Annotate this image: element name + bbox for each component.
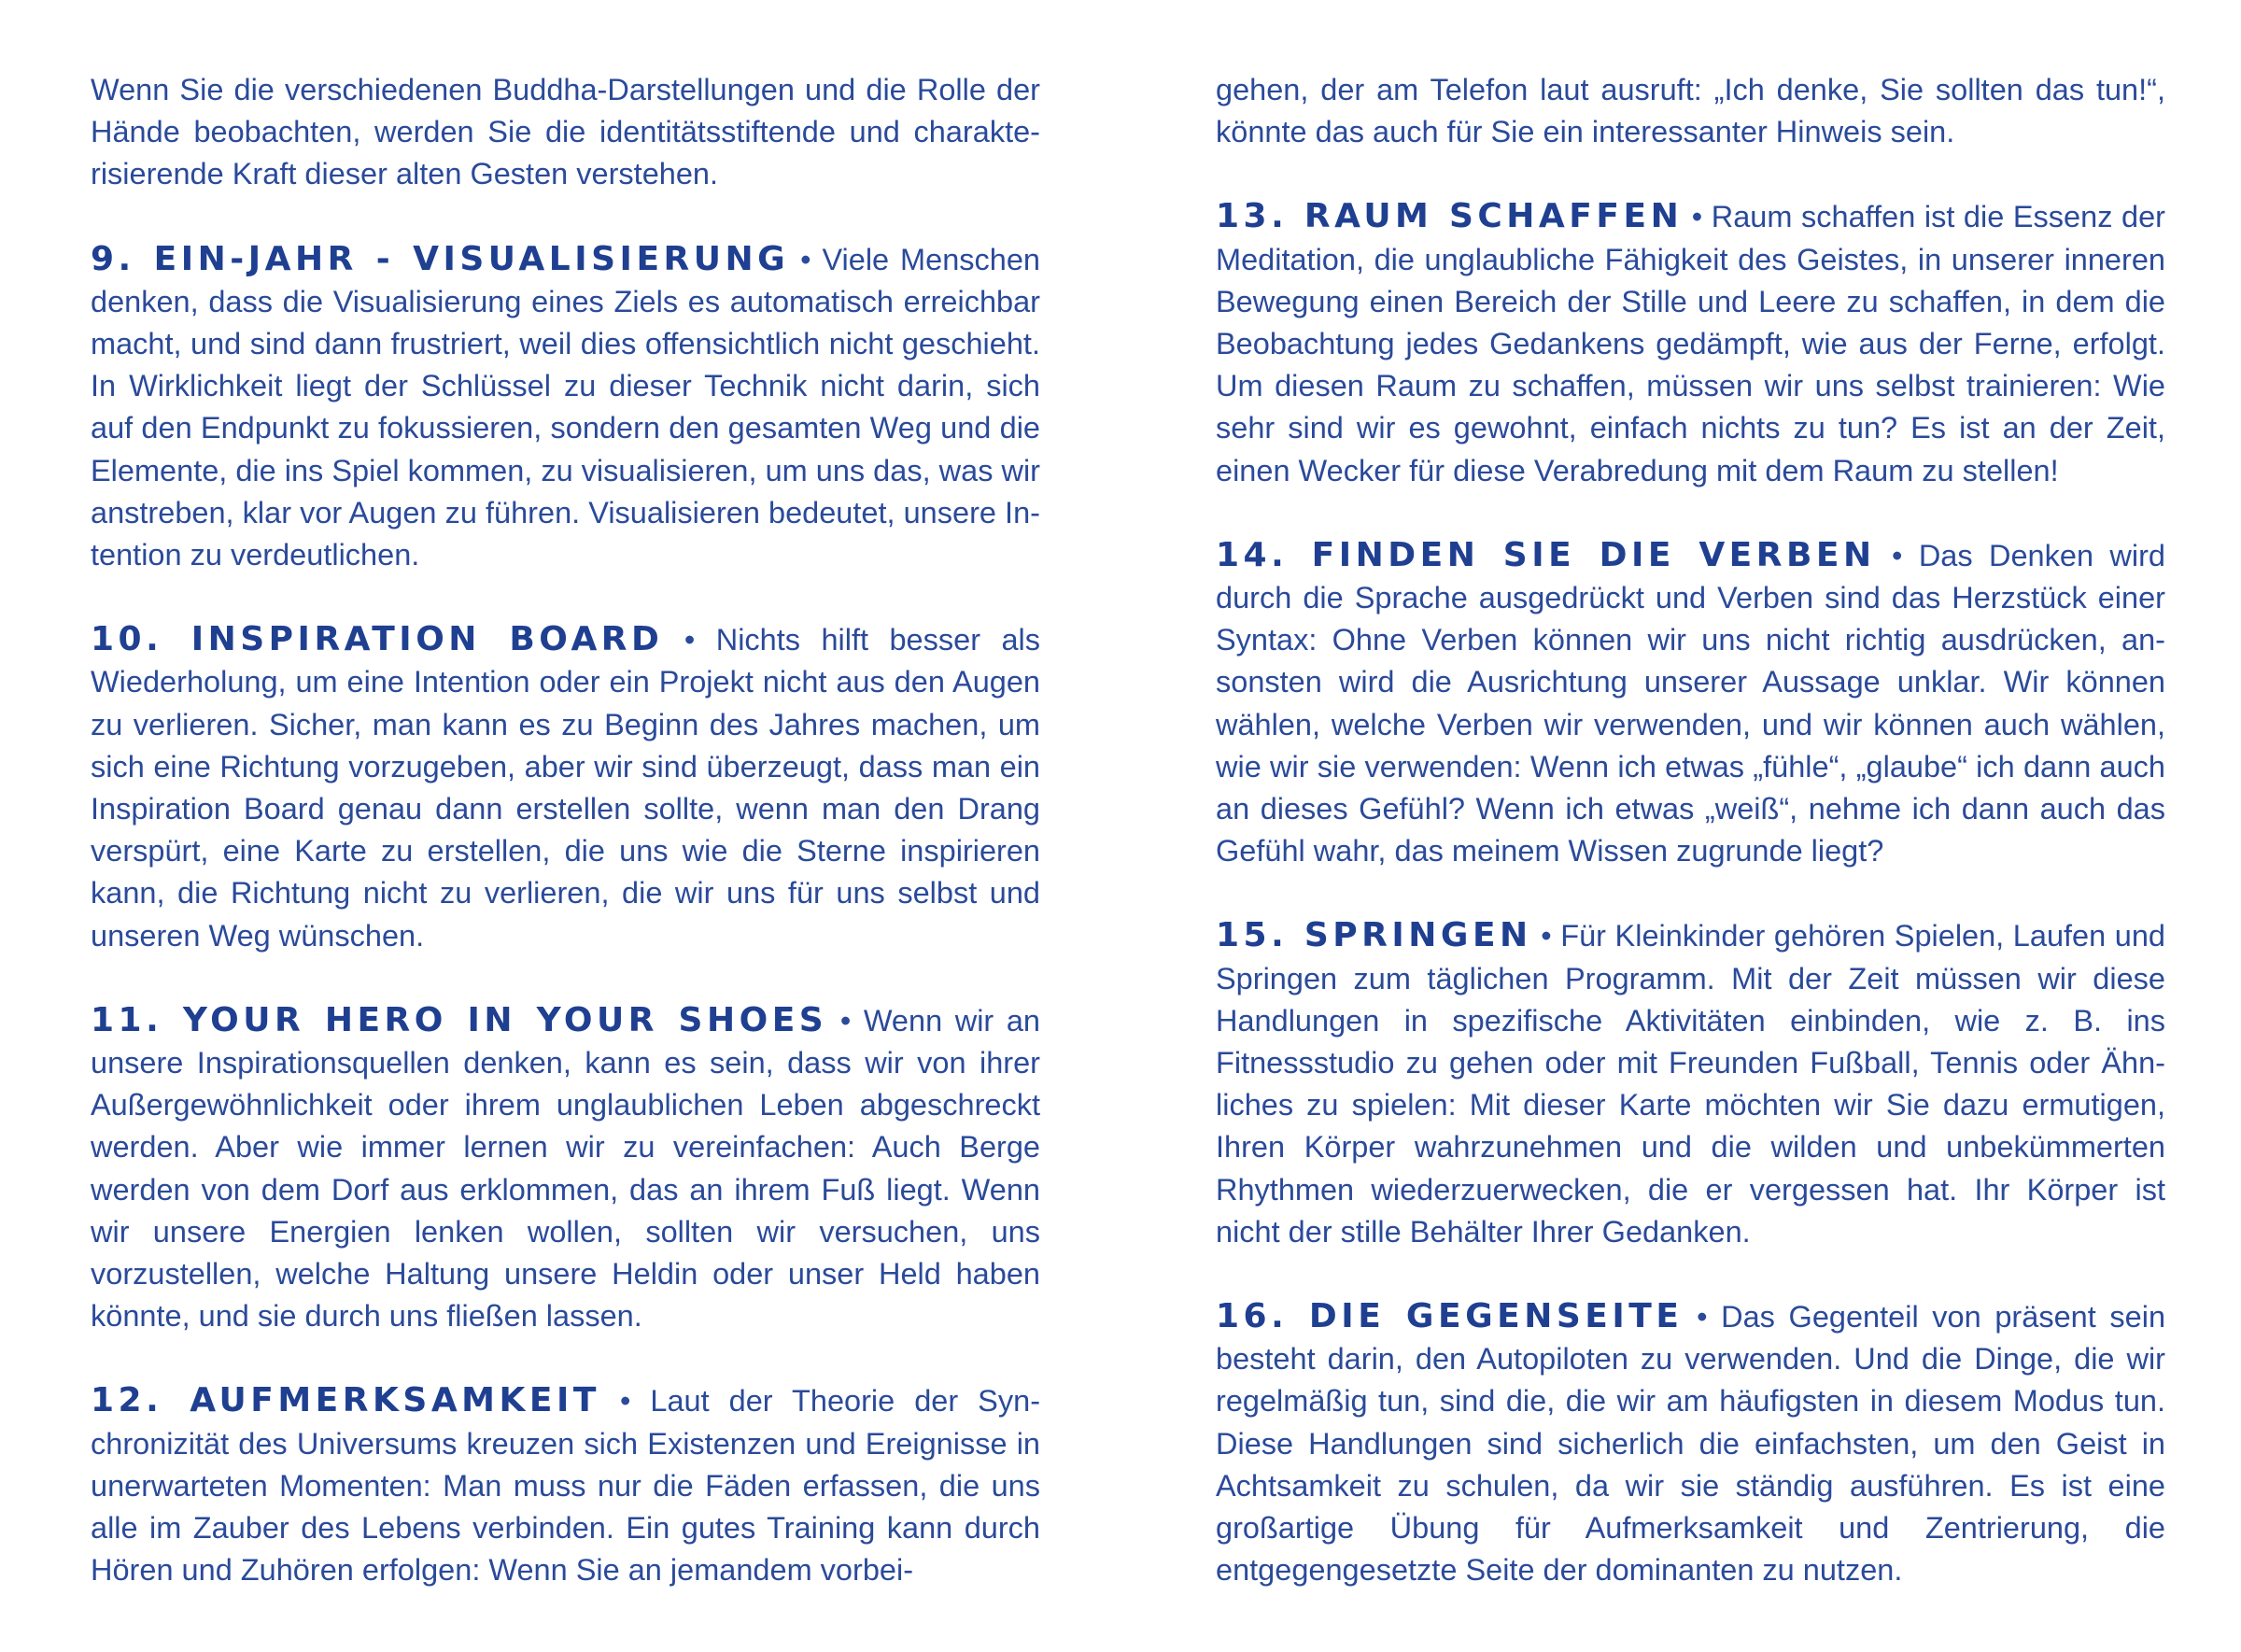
section-text: Für Kleinkinder gehören Spielen, Laufen und Springen zum täglichen Programm. Mit der Zeit müssen wir diese Handlungen in spezifische Aktivitäten einbinden, wie z. B. ins Fitnessstudio zu gehen oder mit Freunden Fußball, Tennis oder Ähnliches zu spielen: Mit dieser Karte möchten wir Sie dazu ermutigen, Ihren Körper wahrzunehmen und die wilden und unbekümmerten Rhythmen wiederzuerwecken, die er vergessen hat. Ihr Körper ist nicht der stille Behälter Ihrer Gedanken. — [1216, 919, 2165, 1249]
section-heading: 15. SPRINGEN — [1216, 916, 1532, 955]
bullet-separator: • — [1541, 919, 1552, 953]
section-text: Wenn wir an unsere Inspirationsquellen denken, kann es sein, dass wir von ihrer Außergewöhnlichkeit oder ihrem unglaublichen Leben abgeschreckt werden. Aber wie immer lernen wir zu vereinfachen: Auch Berge werden von dem Dorf aus erklommen, das an ihrem Fuß liegt. Wenn wir unsere Energien lenken wollen, sollten wir versuchen, uns vorzustellen, welche Haltung unsere Heldin oder unser Held haben könnte, und sie durch uns fließen lassen. — [91, 1003, 1041, 1334]
section-heading: 16. DIE GEGENSEITE — [1216, 1297, 1684, 1336]
section-15 — [1216, 914, 2165, 1253]
section-text: Nichts hilft besser als Wiederholung, um eine Intention oder ein Projekt nicht aus den Augen zu verlieren. Sicher, man kann es zu Beginn des Jahres machen, um sich eine Richtung vorzugeben, aber wir sind überzeugt, dass man ein Inspiration Board genau dann erstellen sollte, wenn man den Drang verspürt, eine Karte zu erstellen, die uns wie die Sterne inspirieren kann, die Richtung nicht zu verlieren, die wir uns für uns selbst und unseren Weg wünschen. — [91, 623, 1041, 953]
bullet-separator: • — [619, 1384, 631, 1419]
section-heading: 10. INSPIRATION BOARD — [91, 620, 664, 659]
section-14 — [1216, 534, 2165, 873]
section-heading: 9. EIN-JAHR - VISUALISIERUNG — [91, 239, 790, 278]
section-heading: 11. YOUR HERO IN YOUR SHOES — [91, 1000, 828, 1039]
bullet-separator: • — [839, 1003, 852, 1038]
right-column — [1216, 69, 2165, 1634]
section-16 — [1216, 1295, 2165, 1591]
section-text: Das Denken wird durch die Sprache ausgedrückt und Verben sind das Herzstück einer Syntax: Ohne Verben können wir uns nicht richtig ausdrücken, ansonsten wird die Ausrichtung unserer Aussage unklar. Wir können wählen, welche Verben wir verwenden, und wir können auch wählen, wie wir sie verwenden: Wenn ich etwas „fühle“, „glaube“ ich dann auch an dieses Gefühl? Wenn ich etwas „weiß“, nehme ich dann auch das Gefühl wahr, das meinem Wissen zugrunde liegt? — [1216, 538, 2165, 868]
section-text: Laut der Theorie der Synchronizität des Universums kreuzen sich Existenzen und Ereignisse in unerwarteten Momenten: Man muss nur die Fäden erfassen, die uns alle im Zauber des Lebens verbinden. Ein gutes Training kann durch Hören und Zuhören erfolgen: Wenn Sie an jemandem vorbei- — [91, 1384, 1041, 1588]
bullet-separator: • — [1697, 1300, 1708, 1334]
bullet-separator: • — [684, 623, 696, 657]
intro-paragraph: Wenn Sie die verschiedenen Buddha-Darstellungen und die Rolle der Hände beobachten, werden Sie die identitätsstiftende und charakterisierende Kraft dieser alten Gesten verstehen. — [91, 73, 1040, 191]
bullet-separator: • — [800, 242, 811, 276]
continuation-paragraph: gehen, der am Telefon laut ausruft: „Ich denke, Sie sollten das tun!“, könnte das auch für Sie ein interessanter Hinweis sein. — [1216, 73, 2165, 149]
section-12 — [91, 1379, 1040, 1591]
section-heading: 14. FINDEN SIE DIE VERBEN — [1216, 535, 1876, 574]
bullet-separator: • — [1892, 538, 1903, 572]
section-heading: 12. AUFMERKSAMKEIT — [91, 1381, 600, 1420]
section-9 — [91, 238, 1040, 577]
section-13 — [1216, 195, 2165, 491]
section-text: Das Gegenteil von präsent sein besteht darin, den Autopiloten zu verwenden. Und die Dinge, die wir regelmäßig tun, sind die, die wir am häufigsten in diesem Modus tun. Diese Handlungen sind sicherlich die einfachsten, um den Geist in Achtsamkeit zu schulen, da wir sie ständig ausführen. Es ist eine großartige Übung für Aufmerksamkeit und Zentrierung, die entgegengesetzte Seite der dominanten zu nutzen. — [1216, 1300, 2166, 1588]
left-column — [91, 69, 1040, 1634]
bullet-separator: • — [1691, 200, 1703, 234]
section-10 — [91, 618, 1040, 957]
section-text: Raum schaffen ist die Essenz der Meditation, die unglaubliche Fähigkeit des Geistes, in unserer inneren Bewegung einen Bereich der Stille und Leere zu schaffen, in dem die Beobachtung jedes Gedankens gedämpft, wie aus der Ferne, erfolgt. Um diesen Raum zu schaffen, müssen wir uns selbst trainieren: Wie sehr sind wir es gewohnt, einfach nichts zu tun? Es ist an der Zeit, einen Wecker für diese Verabredung mit dem Raum zu stellen! — [1216, 200, 2165, 487]
section-heading: 13. RAUM SCHAFFEN — [1216, 197, 1684, 236]
section-11 — [91, 999, 1040, 1338]
section-text: Viele Menschen denken, dass die Visualisierung eines Ziels es automatisch erreichbar macht, und sind dann frustriert, weil dies offensichtlich nicht geschieht. In Wirklichkeit liegt der Schlüssel zu dieser Technik nicht darin, sich auf den Endpunkt zu fokussieren, sondern den gesamten Weg und die Elemente, die ins Spiel kommen, zu visualisieren, um uns das, was wir anstreben, klar vor Augen zu führen. Visualisieren bedeutet, unsere Intention zu verdeutlichen. — [91, 242, 1040, 572]
